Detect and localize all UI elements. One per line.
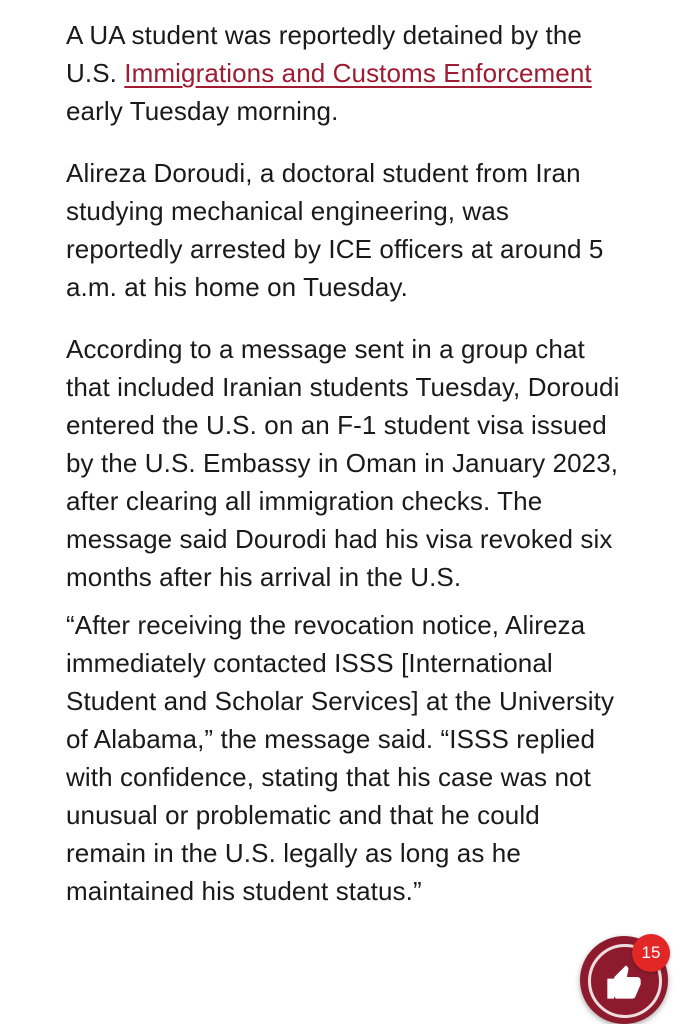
- paragraph-3: According to a message sent in a group chat that included Iranian students Tuesday, Doroudi entered the U.S. on an F-1 student visa issued by the U.S. Embassy in Oman in January 2023, after clearing all immigration checks. The message said Dourodi had his visa revoked six months after his arrival in the U.S.: [66, 334, 620, 592]
- paragraph-1-text-before: A UA student was reportedly detained by the U.S.: [66, 20, 582, 88]
- ice-link[interactable]: Immigrations and Customs Enforcement: [124, 58, 592, 88]
- like-count-badge: 15: [632, 934, 670, 972]
- paragraph-1: [66, 16, 626, 130]
- paragraph-4: “After receiving the revocation notice, Alireza immediately contacted ISSS [International Student and Scholar Services] at the University of Alabama,” the message said. “ISSS replied with confidence, stating that his case was not unusual or problematic and that he could remain in the U.S. legally as long as he maintained his student status.”: [66, 610, 615, 906]
- thumbs-up-icon: [604, 962, 644, 1002]
- paragraph-1-text-after: early Tuesday morning.: [66, 96, 339, 126]
- article-body: [66, 16, 626, 934]
- paragraph-2: Alireza Doroudi, a doctoral student from Iran studying mechanical engineering, was reportedly arrested by ICE officers at around 5 a.m. at his home on Tuesday.: [66, 158, 604, 302]
